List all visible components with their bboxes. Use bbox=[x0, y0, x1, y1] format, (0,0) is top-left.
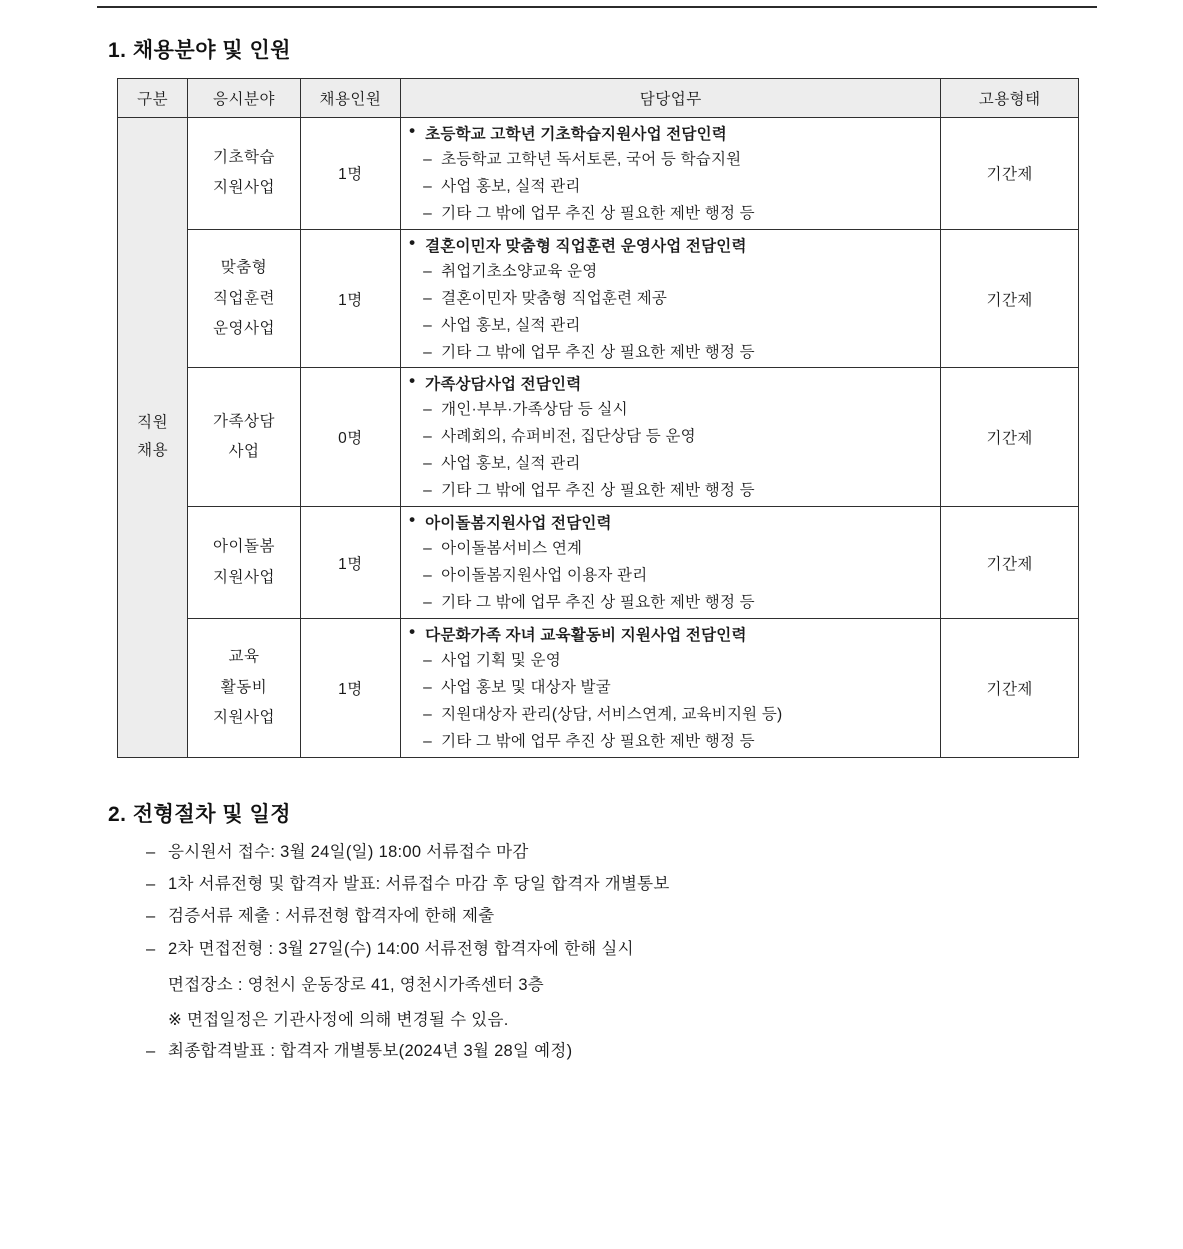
cell-field bbox=[188, 507, 300, 619]
section-2-title: 2. 전형절차 및 일정 bbox=[108, 802, 292, 826]
duty-item: – 기타 그 밖에 업무 추진 상 필요한 제반 행정 등 bbox=[407, 593, 934, 614]
duty-item: – 기타 그 밖에 업무 추진 상 필요한 제반 행정 등 bbox=[407, 732, 934, 753]
table-row bbox=[118, 368, 1079, 507]
schedule-list-final bbox=[108, 1041, 1123, 1062]
field-line-2: 직업훈련 bbox=[213, 289, 275, 307]
duty-heading: • 결혼이민자 맞춤형 직업훈련 운영사업 전담인력 bbox=[407, 234, 934, 256]
cell-employment-type: 기간제 bbox=[941, 118, 1079, 230]
cell-duty bbox=[401, 618, 941, 757]
table-row bbox=[118, 618, 1079, 757]
duty-item: – 결혼이민자 맞춤형 직업훈련 제공 bbox=[407, 289, 934, 310]
duty-item: – 사업 홍보, 실적 관리 bbox=[407, 454, 934, 475]
gubun-line-2: 채용 bbox=[137, 442, 169, 460]
cell-duty bbox=[401, 229, 941, 368]
field-line-2: 활동비 bbox=[220, 678, 268, 696]
cell-duty bbox=[401, 368, 941, 507]
duty-item: – 개인·부부·가족상담 등 실시 bbox=[407, 400, 934, 421]
duty-item: – 기타 그 밖에 업무 추진 상 필요한 제반 행정 등 bbox=[407, 481, 934, 502]
duty-heading: • 가족상담사업 전담인력 bbox=[407, 372, 934, 394]
cell-count: 0명 bbox=[300, 368, 400, 507]
table-body bbox=[118, 118, 1079, 758]
field-line-1: 가족상담 bbox=[213, 413, 275, 431]
list-item: – 1차 서류전형 및 합격자 발표: 서류접수 마감 후 당일 합격자 개별통보 bbox=[144, 874, 1123, 895]
gubun-line-1: 직원 bbox=[137, 413, 169, 431]
field-line-3: 지원사업 bbox=[213, 708, 275, 726]
duty-item: – 기타 그 밖에 업무 추진 상 필요한 제반 행정 등 bbox=[407, 343, 934, 364]
interview-location: 면접장소 : 영천시 운동장로 41, 영천시가족센터 3층 bbox=[168, 976, 545, 995]
column-header-field: 응시분야 bbox=[188, 79, 300, 118]
field-line-1: 기초학습 bbox=[213, 149, 275, 167]
schedule-list bbox=[108, 842, 1123, 961]
cell-field bbox=[188, 118, 300, 230]
cell-count: 1명 bbox=[300, 507, 400, 619]
duty-heading: • 다문화가족 자녀 교육활동비 지원사업 전담인력 bbox=[407, 623, 934, 645]
column-header-gubun: 구분 bbox=[118, 79, 188, 118]
section-1-title: 1. 채용분야 및 인원 bbox=[108, 39, 292, 62]
duty-heading: • 아이돌봄지원사업 전담인력 bbox=[407, 511, 934, 533]
cell-employment-type: 기간제 bbox=[941, 618, 1079, 757]
list-item: – 2차 면접전형 : 3월 27일(수) 14:00 서류전형 합격자에 한해 실시 bbox=[144, 939, 1123, 960]
duty-item: – 사업 홍보, 실적 관리 bbox=[407, 316, 934, 337]
table-header bbox=[118, 79, 1079, 118]
cell-employment-type: 기간제 bbox=[941, 368, 1079, 507]
duty-item: – 사업 홍보 및 대상자 발굴 bbox=[407, 678, 934, 699]
cell-field bbox=[188, 368, 300, 507]
recruitment-table bbox=[117, 78, 1079, 758]
column-header-duty: 담당업무 bbox=[401, 79, 941, 118]
duty-item: – 아이돌봄지원사업 이용자 관리 bbox=[407, 566, 934, 587]
table-header-row bbox=[118, 79, 1079, 118]
cell-duty bbox=[401, 118, 941, 230]
cell-field bbox=[188, 229, 300, 368]
table-row bbox=[118, 118, 1079, 230]
table-row bbox=[118, 507, 1079, 619]
duty-heading: • 초등학교 고학년 기초학습지원사업 전담인력 bbox=[407, 122, 934, 144]
cell-count: 1명 bbox=[300, 118, 400, 230]
field-line-2: 사업 bbox=[228, 443, 260, 461]
cell-field bbox=[188, 618, 300, 757]
table-row bbox=[118, 229, 1079, 368]
cell-employment-type: 기간제 bbox=[941, 229, 1079, 368]
cell-employment-type: 기간제 bbox=[941, 507, 1079, 619]
list-item: – 검증서류 제출 : 서류전형 합격자에 한해 제출 bbox=[144, 906, 1123, 927]
field-line-1: 맞춤형 bbox=[220, 259, 268, 277]
column-header-count: 채용인원 bbox=[300, 79, 400, 118]
duty-item: – 사업 기획 및 운영 bbox=[407, 651, 934, 672]
column-header-employment-type: 고용형태 bbox=[941, 79, 1079, 118]
cell-duty bbox=[401, 507, 941, 619]
cell-count: 1명 bbox=[300, 229, 400, 368]
duty-item: – 사례회의, 슈퍼비전, 집단상담 등 운영 bbox=[407, 427, 934, 448]
cell-count: 1명 bbox=[300, 618, 400, 757]
top-divider bbox=[97, 6, 1097, 8]
duty-item: – 기타 그 밖에 업무 추진 상 필요한 제반 행정 등 bbox=[407, 204, 934, 225]
field-line-1: 아이돌봄 bbox=[213, 538, 275, 556]
field-line-1: 교육 bbox=[228, 648, 260, 666]
duty-item: – 취업기초소양교육 운영 bbox=[407, 262, 934, 283]
field-line-3: 운영사업 bbox=[213, 319, 275, 337]
duty-item: – 지원대상자 관리(상담, 서비스연계, 교육비지원 등) bbox=[407, 705, 934, 726]
cell-gubun bbox=[118, 118, 188, 758]
list-item: – 최종합격발표 : 합격자 개별통보(2024년 3월 28일 예정) bbox=[144, 1041, 1123, 1062]
field-line-2: 지원사업 bbox=[213, 568, 275, 586]
section-2 bbox=[108, 798, 1123, 1063]
duty-item: – 초등학교 고학년 독서토론, 국어 등 학습지원 bbox=[407, 150, 934, 171]
schedule-note: ※ 면접일정은 기관사정에 의해 변경될 수 있음. bbox=[168, 1011, 509, 1030]
duty-item: – 사업 홍보, 실적 관리 bbox=[407, 177, 934, 198]
list-item: – 응시원서 접수: 3월 24일(일) 18:00 서류접수 마감 bbox=[144, 842, 1123, 863]
field-line-2: 지원사업 bbox=[213, 179, 275, 197]
duty-item: – 아이돌봄서비스 연계 bbox=[407, 539, 934, 560]
